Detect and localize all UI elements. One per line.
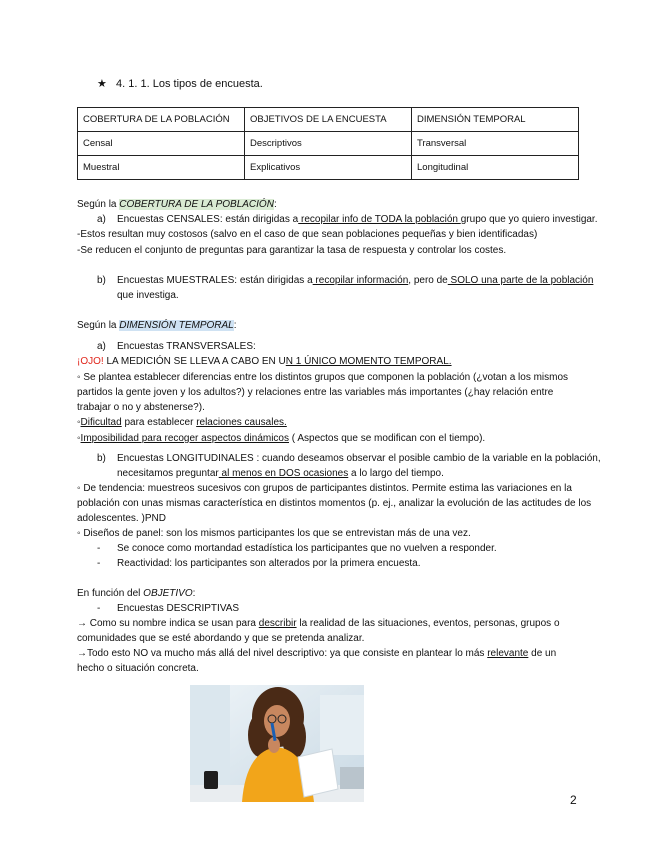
descriptivas-item: Encuestas DESCRIPTIVAS bbox=[117, 603, 240, 614]
table-row bbox=[78, 132, 579, 156]
ojo-label: ¡OJO! bbox=[77, 356, 104, 367]
censales-item: Encuestas CENSALES: están dirigidas a recopilar info de TODA la población grupo que yo quiero investigar. bbox=[117, 214, 598, 225]
panel-subitem: Reactividad: los participantes son alterados por la primera encuesta. bbox=[117, 558, 421, 569]
table-header-cell: COBERTURA DE LA POBLACIÓN bbox=[78, 108, 245, 132]
table-cell: Transversal bbox=[412, 132, 579, 156]
table-row bbox=[78, 156, 579, 180]
panel-note: ◦ Diseños de panel: son los mismos participantes los que se entrevistan más de una vez. bbox=[77, 528, 471, 539]
table-cell: Muestral bbox=[78, 156, 245, 180]
paragraph-line: comunidades que se esté abordando y que se pretenda analizar. bbox=[77, 633, 365, 644]
page-number: 2 bbox=[570, 793, 577, 807]
muestrales-item: Encuestas MUESTRALES: están dirigidas a recopilar información, pero de SOLO una parte de la población bbox=[117, 275, 594, 286]
paragraph-line: adolescentes. )PND bbox=[77, 513, 166, 524]
paragraph-line: partidos la gente joven y los adultos?) y relaciones entre las variables más importantes (¿hay relación entre bbox=[77, 387, 554, 398]
highlight-cobertura: COBERTURA DE LA POBLACIÓN bbox=[119, 199, 274, 210]
table-cell: Censal bbox=[78, 132, 245, 156]
objetivo-intro: En función del OBJETIVO: bbox=[77, 588, 196, 599]
list-marker: a) bbox=[97, 214, 106, 225]
table-header-cell: OBJETIVOS DE LA ENCUESTA bbox=[245, 108, 412, 132]
list-marker: - bbox=[97, 543, 101, 554]
woman-reading-photo bbox=[190, 685, 364, 802]
highlight-dimension: DIMENSIÓN TEMPORAL bbox=[119, 320, 234, 331]
imposibilidad-note: ◦Imposibilidad para recoger aspectos dinámicos ( Aspectos que se modifican con el tiempo). bbox=[77, 433, 486, 444]
table-cell: Descriptivos bbox=[245, 132, 412, 156]
survey-types-table bbox=[77, 107, 579, 180]
longitudinales-item: Encuestas LONGITUDINALES : cuando deseamos observar el posible cambio de la variable en la población, bbox=[117, 453, 601, 464]
transversales-item: Encuestas TRANSVERSALES: bbox=[117, 341, 256, 352]
table-cell: Explicativos bbox=[245, 156, 412, 180]
dificultad-note: ◦Dificultad para establecer relaciones causales. bbox=[77, 417, 287, 428]
paragraph-line: trabajar o no y abstenerse?). bbox=[77, 402, 205, 413]
paragraph-line: ◦ Se plantea establecer diferencias entre los distintos grupos que componen la población (¿votan a los mismos bbox=[77, 372, 569, 383]
paragraph-line: → Como su nombre indica se usan para describir la realidad de las situaciones, eventos, personas, grupos o bbox=[77, 618, 560, 629]
cobertura-note: -Estos resultan muy costosos (salvo en el caso de que sean poblaciones pequeñas y bien identificadas) bbox=[77, 229, 538, 240]
list-marker: b) bbox=[97, 275, 106, 286]
dimension-intro: Según la DIMENSIÓN TEMPORAL: bbox=[77, 320, 237, 331]
paragraph-line: población con unas mismas característica en distintos momentos (p. ej., analizar la evolución de las actitudes de los bbox=[77, 498, 592, 509]
table-header-row bbox=[78, 108, 579, 132]
paragraph-line: →Todo esto NO va mucho más allá del nivel descriptivo: ya que consiste en plantear lo más relevante de un bbox=[77, 648, 557, 659]
list-marker: - bbox=[97, 558, 101, 569]
paragraph-line: hecho o situación concreta. bbox=[77, 663, 199, 674]
panel-subitem: Se conoce como mortandad estadística los participantes que no vuelven a responder. bbox=[117, 543, 497, 554]
list-marker: a) bbox=[97, 341, 106, 352]
table-header-cell: DIMENSIÓN TEMPORAL bbox=[412, 108, 579, 132]
ojo-note: ¡OJO! LA MEDICIÓN SE LLEVA A CABO EN UN 1 ÚNICO MOMENTO TEMPORAL. bbox=[77, 356, 452, 367]
section-heading: ★ 4. 1. 1. Los tipos de encuesta. bbox=[97, 78, 263, 90]
muestrales-item-cont: que investiga. bbox=[117, 290, 179, 301]
list-marker: b) bbox=[97, 453, 106, 464]
paragraph-line: ◦ De tendencia: muestreos sucesivos con grupos de participantes distintos. Permite estima las variaciones en la bbox=[77, 483, 572, 494]
longitudinales-item-cont: necesitamos preguntar al menos en DOS ocasiones a lo largo del tiempo. bbox=[117, 468, 444, 479]
cobertura-intro: Según la COBERTURA DE LA POBLACIÓN: bbox=[77, 199, 277, 210]
list-marker: - bbox=[97, 603, 101, 614]
cobertura-note: -Se reducen el conjunto de preguntas para garantizar la tasa de respuesta y controlar los costes. bbox=[77, 245, 507, 256]
table-cell: Longitudinal bbox=[412, 156, 579, 180]
star-icon: ★ bbox=[97, 78, 107, 90]
